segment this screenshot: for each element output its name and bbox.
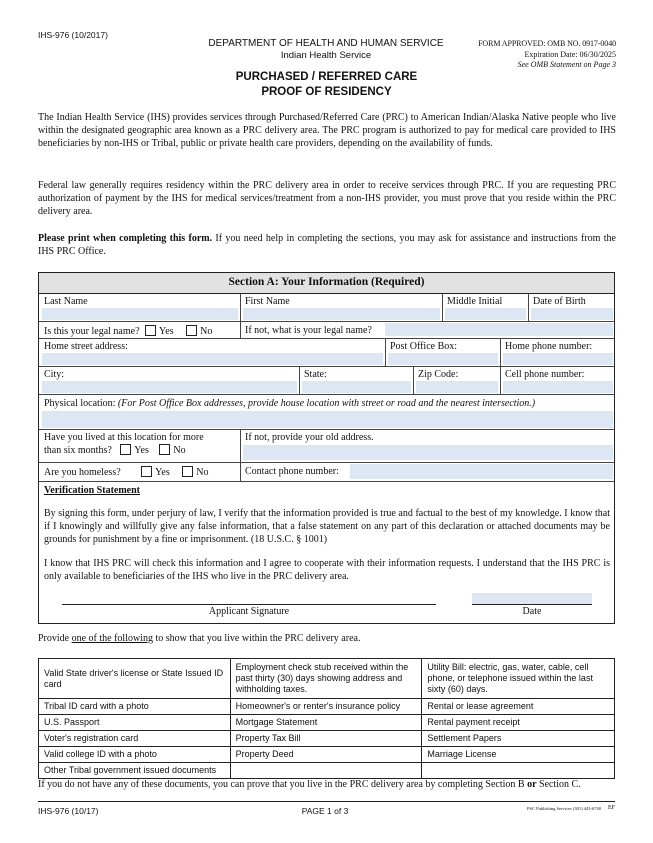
legal-name-question (44, 325, 212, 338)
ef-mark: EF (607, 805, 615, 811)
homeless-yes-checkbox[interactable] (141, 466, 152, 477)
old-address-input[interactable] (243, 445, 613, 460)
lived-question-text: than six months? (44, 445, 112, 456)
expiration-date: Expiration Date: 06/30/2025 (524, 50, 616, 59)
physical-location-note: (For Post Office Box addresses, provide house location with street or road and the nearest intersection.) (115, 398, 536, 409)
date-label: Date (522, 606, 542, 617)
document-cell: Marriage License (422, 747, 615, 763)
provide-instruction (38, 633, 360, 644)
document-cell: Employment check stub received within the past thirty (30) days showing address and withholding taxes. (230, 659, 422, 699)
publisher: PSC Publishing Services (301) 443-6740 (526, 806, 601, 811)
city-label: City: (44, 369, 65, 380)
homeless-no-checkbox[interactable] (182, 466, 193, 477)
old-address-label: If not, provide your old address. (245, 432, 374, 443)
form-title-line2: PROOF OF RESIDENCY (261, 86, 392, 98)
state-input[interactable] (302, 381, 411, 393)
intro-paragraph-3 (38, 232, 616, 258)
city-input[interactable] (42, 381, 297, 393)
home-street-input[interactable] (42, 353, 383, 365)
document-cell: Valid State driver's license or State Issued ID card (39, 659, 231, 699)
form-number-top: IHS-976 (10/2017) (38, 30, 108, 40)
last-name-input[interactable] (42, 308, 238, 320)
document-cell: Tribal ID card with a photo (39, 699, 231, 715)
date-input[interactable] (472, 593, 592, 604)
physical-location-label (44, 398, 610, 410)
document-row (39, 731, 615, 747)
contact-phone-input[interactable] (350, 464, 613, 479)
first-name-label: First Name (245, 296, 290, 307)
omb-statement: See OMB Statement on Page 3 (517, 60, 616, 69)
signature-label: Applicant Signature (208, 606, 290, 617)
document-cell: Homeowner's or renter's insurance policy (230, 699, 422, 715)
document-cell: Other Tribal government issued documents (39, 763, 231, 779)
legal-name-yes-label: Yes (159, 326, 174, 337)
document-cell: Settlement Papers (422, 731, 615, 747)
cell-phone-input[interactable] (503, 381, 613, 393)
provide-prefix: Provide (38, 633, 72, 644)
document-cell: Valid college ID with a photo (39, 747, 231, 763)
document-row (39, 763, 615, 779)
zip-input[interactable] (416, 381, 498, 393)
department-name: DEPARTMENT OF HEALTH AND HUMAN SERVICE (208, 38, 444, 49)
document-cell: Mortgage Statement (230, 715, 422, 731)
zip-label: Zip Code: (418, 369, 459, 380)
cell-phone-label: Cell phone number: (505, 369, 585, 380)
physical-location-title: Physical location: (44, 398, 116, 409)
document-cell: Rental or lease agreement (422, 699, 615, 715)
homeless-question (44, 466, 208, 479)
document-cell: Property Deed (230, 747, 422, 763)
first-name-input[interactable] (243, 308, 440, 320)
homeless-question-text: Are you homeless? (44, 467, 121, 478)
help-instruction: If you need help in completing the sections, you may ask for assistance and instructions from the IHS PRC Office. (38, 233, 616, 257)
lived-yes-label: Yes (134, 445, 149, 456)
document-cell (422, 763, 615, 779)
signature-line (62, 604, 436, 605)
provide-suffix: to show that you live within the PRC delivery area. (152, 633, 361, 644)
document-cell: Utility Bill: electric, gas, water, cable, cell phone, or telephone issued within the last sixty (60) days. (422, 659, 615, 699)
document-cell: U.S. Passport (39, 715, 231, 731)
legal-name-no-checkbox[interactable] (186, 325, 197, 336)
physical-location-input[interactable] (42, 411, 613, 428)
legal-name-alt-label: If not, what is your legal name? (245, 325, 372, 336)
lived-yes-checkbox[interactable] (120, 444, 131, 455)
document-cell: Property Tax Bill (230, 731, 422, 747)
page-number: PAGE 1 of 3 (301, 806, 349, 816)
document-row (39, 699, 615, 715)
accepted-documents-table (38, 658, 615, 779)
intro-paragraph-1: The Indian Health Service (IHS) provides services through Purchased/Referred Care (PRC) to American Indian/Alaska Native people who live within the designated geographic area known as a PRC delivery area. The PRC program is authorized to pay for medical care provided to IHS beneficiaries by non-IHS or Tribal, public or private health care providers, depending on the availability of funds. (38, 112, 616, 149)
home-phone-input[interactable] (503, 353, 613, 365)
home-phone-label: Home phone number: (505, 341, 593, 352)
home-street-label: Home street address: (44, 341, 128, 352)
document-cell: Voter's registration card (39, 731, 231, 747)
lived-no-label: No (173, 445, 186, 456)
date-line (472, 604, 592, 605)
middle-initial-label: Middle Initial (447, 296, 503, 307)
homeless-no-label: No (196, 467, 209, 478)
document-row (39, 659, 615, 699)
legal-name-alt-input[interactable] (385, 323, 613, 336)
document-cell (230, 763, 422, 779)
lived-question-line2 (44, 444, 186, 457)
provide-underlined: one of the following (71, 633, 153, 644)
alternative-note (38, 779, 581, 790)
dob-input[interactable] (531, 308, 613, 320)
last-name-label: Last Name (44, 296, 88, 307)
intro-paragraph-2: Federal law generally requires residency within the PRC delivery area in order to receive services through PRC. If you are requesting PRC authorization of payment by the IHS for medical services/treatment from a non-IHS provider, you must prove that you reside within the PRC delivery area. (38, 180, 616, 217)
document-cell: Rental payment receipt (422, 715, 615, 731)
alternative-note-or: or (527, 779, 537, 790)
agency-name: Indian Health Service (280, 50, 372, 61)
lived-question-line1: Have you lived at this location for more (44, 432, 204, 443)
footer-rule (38, 801, 615, 802)
alternative-note-pre: If you do not have any of these documents, you can prove that you live in the PRC delivery area by completing Section B (38, 779, 528, 790)
po-box-label: Post Office Box: (390, 341, 458, 352)
section-a-title: Section A: Your Information (Required) (228, 276, 425, 288)
document-row (39, 747, 615, 763)
print-instruction: Please print when completing this form. (38, 233, 213, 244)
po-box-input[interactable] (388, 353, 498, 365)
form-title-line1: PURCHASED / REFERRED CARE (235, 71, 418, 83)
legal-name-yes-checkbox[interactable] (145, 325, 156, 336)
state-label: State: (304, 369, 327, 380)
alternative-note-post: Section C. (536, 779, 581, 790)
verification-title: Verification Statement (44, 485, 140, 496)
legal-name-no-label: No (200, 326, 213, 337)
dob-label: Date of Birth (533, 296, 586, 307)
document-row (39, 715, 615, 731)
contact-phone-label: Contact phone number: (245, 466, 339, 477)
verification-paragraph-1: By signing this form, under perjury of law, I verify that the information provided is true and factual to the best of my knowledge. I know that if I knowingly and willfully give any false information, that a false statement on any part of this declaration or attached documents may be grounds for punishment by a fine or imprisonment. (18 U.S.C. § 1001) (44, 508, 610, 545)
middle-initial-input[interactable] (445, 308, 526, 320)
lived-no-checkbox[interactable] (159, 444, 170, 455)
footer-form-number: IHS-976 (10/17) (38, 806, 99, 816)
legal-name-question-text: Is this your legal name? (44, 326, 140, 337)
homeless-yes-label: Yes (155, 467, 170, 478)
verification-paragraph-2: I know that IHS PRC will check this information and I agree to cooperate with their information requests. I understand that the IHS PRC is only available to beneficiaries of the IHS who live in the PRC delivery area. (44, 558, 610, 582)
omb-approved: FORM APPROVED: OMB NO. 0917-0040 (478, 39, 616, 48)
